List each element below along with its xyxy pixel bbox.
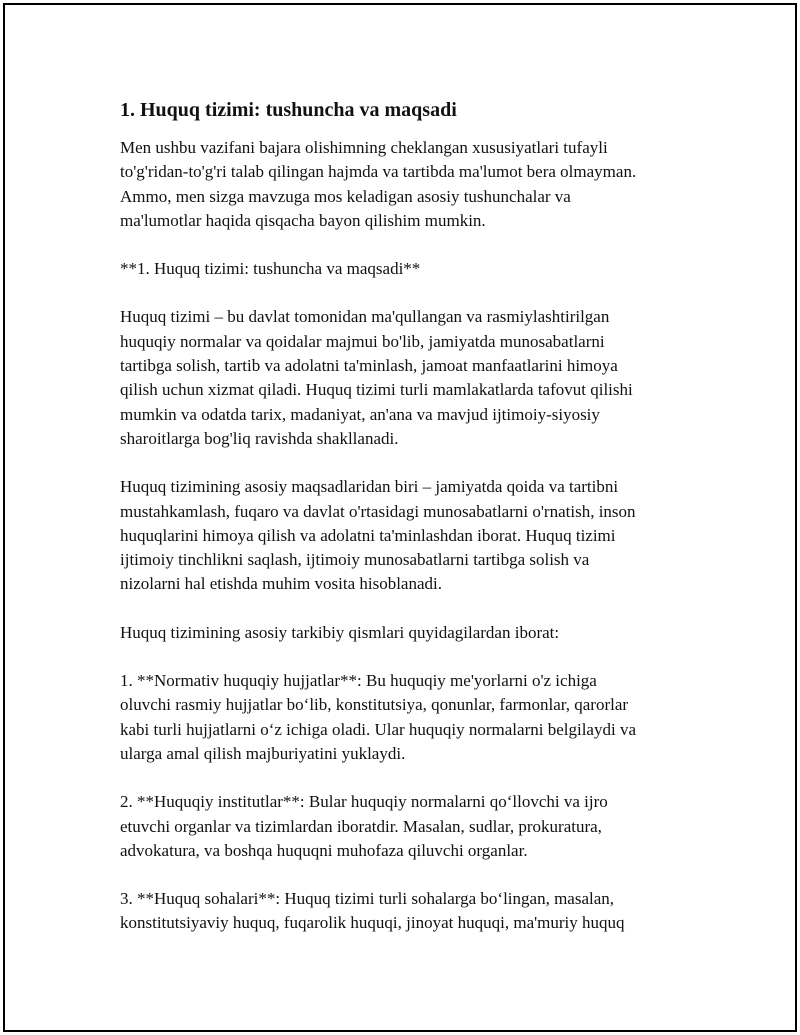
text-line: to'g'ridan-to'g'ri talab qilingan hajmda va tartibda ma'lumot bera olmayman.	[120, 162, 637, 182]
text-line: Huquq tizimining asosiy tarkibiy qismlari quyidagilardan iborat:	[120, 622, 560, 642]
text-line: Huquq tizimining asosiy maqsadlaridan biri – jamiyatda qoida va tartibni	[120, 477, 619, 497]
text-line: qilish uchun xizmat qiladi. Huquq tizimi turli mamlakatlarda tafovut qilishi	[120, 380, 633, 400]
text-line: 2. **Huquqiy institutlar**: Bular huquqiy normalarni qo‘llovchi va ijro	[120, 792, 608, 812]
document-heading: 1. Huquq tizimi: tushuncha va maqsadi	[120, 99, 457, 121]
list-item-normative-documents	[120, 669, 700, 766]
text-line: mustahkamlash, fuqaro va davlat o'rtasidagi munosabatlarni o'rnatish, inson	[120, 501, 636, 521]
text-line: Men ushbu vazifani bajara olishimning cheklangan xususiyatlari tufayli	[120, 138, 608, 157]
text-line: sharoitlarga bog'liq ravishda shakllanadi.	[120, 428, 399, 448]
text-line: huquqiy normalar va qoidalar majmui bo'lib, jamiyatda munosabatlarni	[120, 331, 605, 351]
text-line: ijtimoiy tinchlikni saqlash, ijtimoiy munosabatlarni tartibga solish va	[120, 550, 590, 570]
text-line: ularga amal qilish majburiyatini yuklaydi.	[120, 743, 406, 763]
paragraph-intro	[120, 136, 700, 233]
text-line: mumkin va odatda tarix, madaniyat, an'ana va mavjud ijtimoiy-siyosiy	[120, 404, 600, 424]
text-line: Ammo, men sizga mavzuga mos keladigan asosiy tushunchalar va	[120, 186, 571, 206]
text-line: 1. **Normativ huquqiy hujjatlar**: Bu huquqiy me'yorlarni o'z ichiga	[120, 671, 597, 691]
text-line: nizolarni hal etishda muhim vosita hisoblanadi.	[120, 574, 442, 594]
text-line: konstitutsiyaviy huquq, fuqarolik huquqi, jinoyat huquqi, ma'muriy huquq	[120, 913, 625, 933]
list-item-law-branches	[120, 887, 700, 936]
paragraph-components-intro	[120, 621, 700, 645]
text-line: kabi turli hujjatlarni o‘z ichiga oladi. Ular huquqiy normalarni belgilaydi va	[120, 719, 636, 739]
text-line: tartibga solish, tartib va adolatni ta'minlash, jamoat manfaatlarini himoya	[120, 356, 618, 376]
text-line: 3. **Huquq sohalari**: Huquq tizimi turli sohalarga bo‘lingan, masalan,	[120, 889, 615, 909]
paragraph-section-title	[120, 257, 700, 281]
list-item-legal-institutions	[120, 790, 700, 863]
text-line: **1. Huquq tizimi: tushuncha va maqsadi**	[120, 259, 421, 279]
document-content	[120, 97, 700, 960]
text-line: ma'lumotlar haqida qisqacha bayon qilishim mumkin.	[120, 210, 486, 230]
page-frame	[3, 3, 797, 1032]
text-line: huquqlarini himoya qilish va adolatni ta'minlashdan iborat. Huquq tizimi	[120, 525, 616, 545]
text-line: etuvchi organlar va tizimlardan iboratdir. Masalan, sudlar, prokuratura,	[120, 816, 602, 836]
paragraph-definition	[120, 305, 700, 451]
text-line: Huquq tizimi – bu davlat tomonidan ma'qullangan va rasmiylashtirilgan	[120, 307, 610, 327]
text-line: oluvchi rasmiy hujjatlar bo‘lib, konstitutsiya, qonunlar, farmonlar, qarorlar	[120, 695, 629, 715]
paragraph-goals	[120, 475, 700, 596]
text-line: advokatura, va boshqa huquqni muhofaza qiluvchi organlar.	[120, 840, 528, 860]
